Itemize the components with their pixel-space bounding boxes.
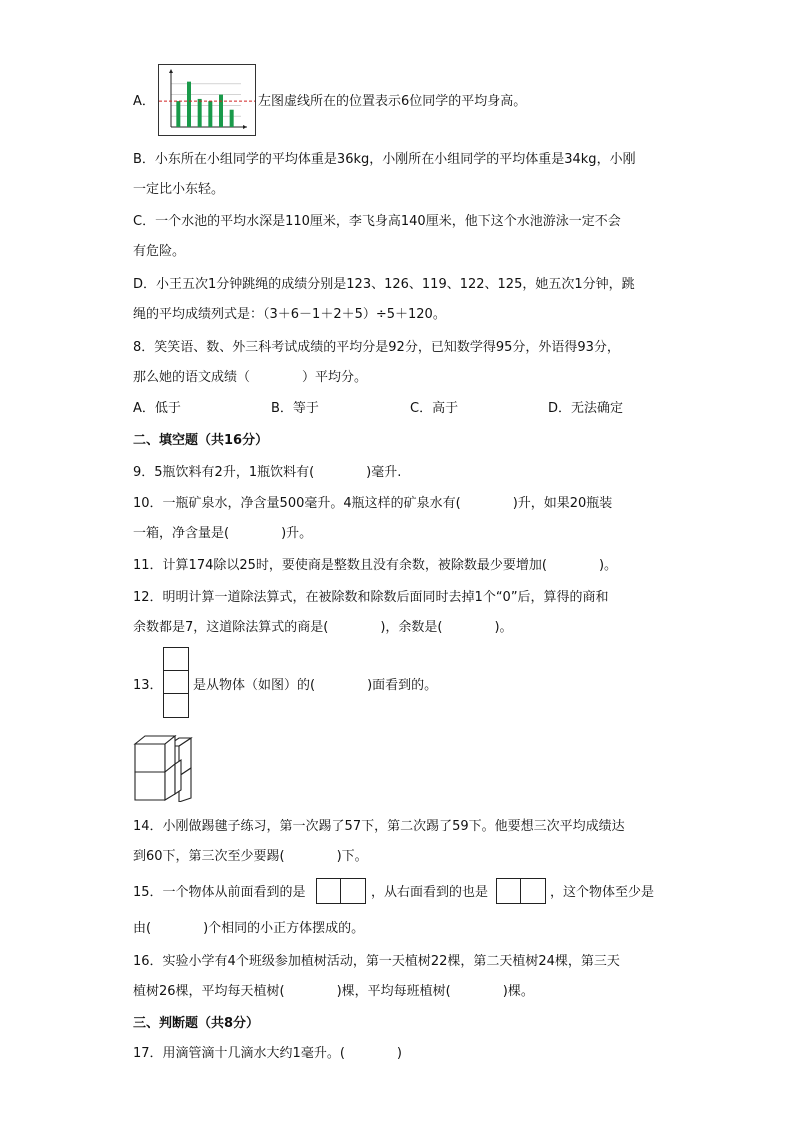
q8-option-a: A．低于	[133, 401, 181, 416]
section-judge-title: 三、判断题（共8分）	[133, 1016, 260, 1031]
option-a-label: A．	[133, 94, 155, 109]
bar-chart	[159, 65, 255, 135]
q8-option-b: B．等于	[271, 401, 319, 416]
q12-line2: 余数都是7，这道除法算式的商是( )，余数是( )。	[133, 620, 513, 635]
option-d-line1: D．小王五次1分钟跳绳的成绩分别是123、126、119、122、125，她五次1分钟，跳	[133, 277, 635, 292]
option-c-line2: 有危险。	[133, 244, 186, 259]
q13-view-figure	[163, 647, 190, 719]
q15-part2: ，从右面看到的也是	[371, 885, 489, 900]
cube-stack-drawing	[133, 732, 195, 802]
y-axis-arrow	[169, 69, 173, 73]
bar-2	[187, 82, 191, 127]
section-fill-in-title: 二、填空题（共16分）	[133, 433, 269, 448]
q9: 9．5瓶饮料有2升，1瓶饮料有( )毫升.	[133, 465, 402, 480]
q13-text: 是从物体（如图）的( )面看到的。	[193, 678, 438, 693]
option-c-line1: C．一个水池的平均水深是110厘米，李飞身高140厘米，他下这个水池游泳一定不会	[133, 214, 621, 229]
q10-line1: 10．一瓶矿泉水，净含量500毫升。4瓶这样的矿泉水有( )升，如果20瓶装	[133, 496, 613, 511]
q8-option-d: D．无法确定	[548, 401, 624, 416]
q15-line2: 由( )个相同的小正方体摆成的。	[133, 921, 365, 936]
q15-part3: ，这个物体至少是	[550, 885, 655, 900]
q13-solid-figure	[133, 732, 195, 802]
option-a-text: 左图虚线所在的位置表示6位同学的平均身高。	[258, 94, 527, 109]
bar-4	[208, 101, 212, 127]
q17: 17．用滴管滴十几滴水大约1毫升。( )	[133, 1046, 402, 1061]
bar-chart-figure	[158, 64, 256, 136]
q10-line2: 一箱，净含量是( )升。	[133, 526, 313, 541]
bar-3	[198, 99, 202, 127]
q14-line2: 到60下，第三次至少要踢( )下。	[133, 849, 368, 864]
q8-option-c: C．高于	[410, 401, 459, 416]
q16-line1: 16．实验小学有4个班级参加植树活动，第一天植树22棵，第二天植树24棵，第三天	[133, 954, 620, 969]
q15-part1: 15．一个物体从前面看到的是	[133, 885, 306, 900]
q15-front-view	[316, 878, 366, 904]
q13-number: 13．	[133, 678, 163, 693]
option-b-line2: 一定比小东轻。	[133, 182, 225, 197]
bar-1	[176, 101, 180, 127]
q11: 11．计算174除以25时，要使商是整数且没有余数，被除数最少要增加( )。	[133, 558, 618, 573]
bar-6	[230, 110, 234, 127]
x-axis-arrow	[243, 125, 247, 129]
option-d-line2: 绳的平均成绩列式是：（3＋6－1＋2＋5）÷5＋120。	[133, 307, 446, 322]
q15-right-view	[496, 878, 546, 904]
q16-line2: 植树26棵，平均每天植树( )棵，平均每班植树( )棵。	[133, 984, 534, 999]
bar-5	[219, 95, 223, 127]
option-b-line1: B．小东所在小组同学的平均体重是36kg，小刚所在小组同学的平均体重是34kg，小刚	[133, 152, 636, 167]
q8-line2: 那么她的语文成绩（ ）平均分。	[133, 370, 368, 385]
q14-line1: 14．小刚做踢毽子练习，第一次踢了57下，第二次踢了59下。他要想三次平均成绩达	[133, 819, 625, 834]
q12-line1: 12．明明计算一道除法算式，在被除数和除数后面同时去掉1个“0”后，算得的商和	[133, 590, 609, 605]
q8-line1: 8．笑笑语、数、外三科考试成绩的平均分是92分，已知数学得95分，外语得93分，	[133, 340, 620, 355]
